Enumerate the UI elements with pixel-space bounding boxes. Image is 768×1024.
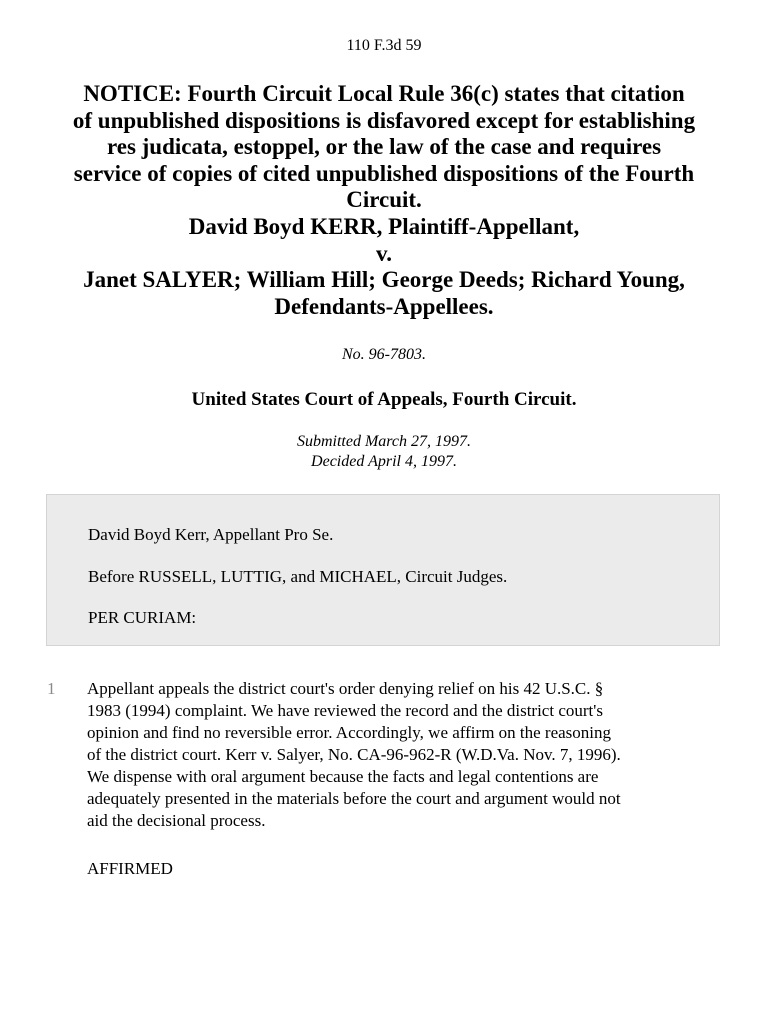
per-curiam-label: PER CURIAM: xyxy=(88,608,197,627)
case-dates xyxy=(0,432,768,472)
notice-line: service of copies of cited unpublished dispositions of the Fourth xyxy=(73,160,695,186)
paragraph-number: 1 xyxy=(47,679,56,698)
paragraph-line: opinion and find no reversible error. Accordingly, we affirm on the reasoning xyxy=(87,723,612,742)
notice-line: of unpublished dispositions is disfavored except for establishing xyxy=(72,107,696,133)
paragraph-line: aid the decisional process. xyxy=(87,811,266,830)
notice-line: res judicata, estoppel, or the law of the case and requires xyxy=(106,134,662,160)
case-info-box xyxy=(46,494,720,646)
versus-line: v. xyxy=(376,240,392,266)
judges-text: Before RUSSELL, LUTTIG, and MICHAEL, Circuit Judges. xyxy=(88,567,508,586)
decided-date: Decided April 4, 1997. xyxy=(311,453,457,470)
opinion-paragraph xyxy=(87,678,727,832)
defendants-line: Defendants-Appellees. xyxy=(274,293,494,319)
case-citation: 110 F.3d 59 xyxy=(346,37,422,54)
disposition-text: AFFIRMED xyxy=(87,859,173,878)
counsel-text: David Boyd Kerr, Appellant Pro Se. xyxy=(88,525,334,544)
paragraph-line: 1983 (1994) complaint. We have reviewed the record and the district court's xyxy=(87,701,603,720)
docket-number: No. 96-7803. xyxy=(342,346,426,363)
submitted-date: Submitted March 27, 1997. xyxy=(296,433,472,450)
paragraph-line: Appellant appeals the district court's order denying relief on his 42 U.S.C. § xyxy=(87,679,604,698)
paragraph-line: We dispense with oral argument because the facts and legal contentions are xyxy=(87,767,599,786)
case-heading xyxy=(40,81,728,320)
notice-line: Circuit. xyxy=(346,187,422,213)
notice-line: NOTICE: Fourth Circuit Local Rule 36(c) states that citation xyxy=(83,81,685,106)
plaintiff-line: David Boyd KERR, Plaintiff-Appellant, xyxy=(188,213,580,239)
paragraph-line: adequately presented in the materials before the court and argument would not xyxy=(87,789,621,808)
paragraph-line: of the district court. Kerr v. Salyer, No. CA-96-962-R (W.D.Va. Nov. 7, 1996). xyxy=(87,745,621,764)
defendants-line: Janet SALYER; William Hill; George Deeds; Richard Young, xyxy=(83,267,685,293)
court-name: United States Court of Appeals, Fourth Circuit. xyxy=(191,389,577,410)
